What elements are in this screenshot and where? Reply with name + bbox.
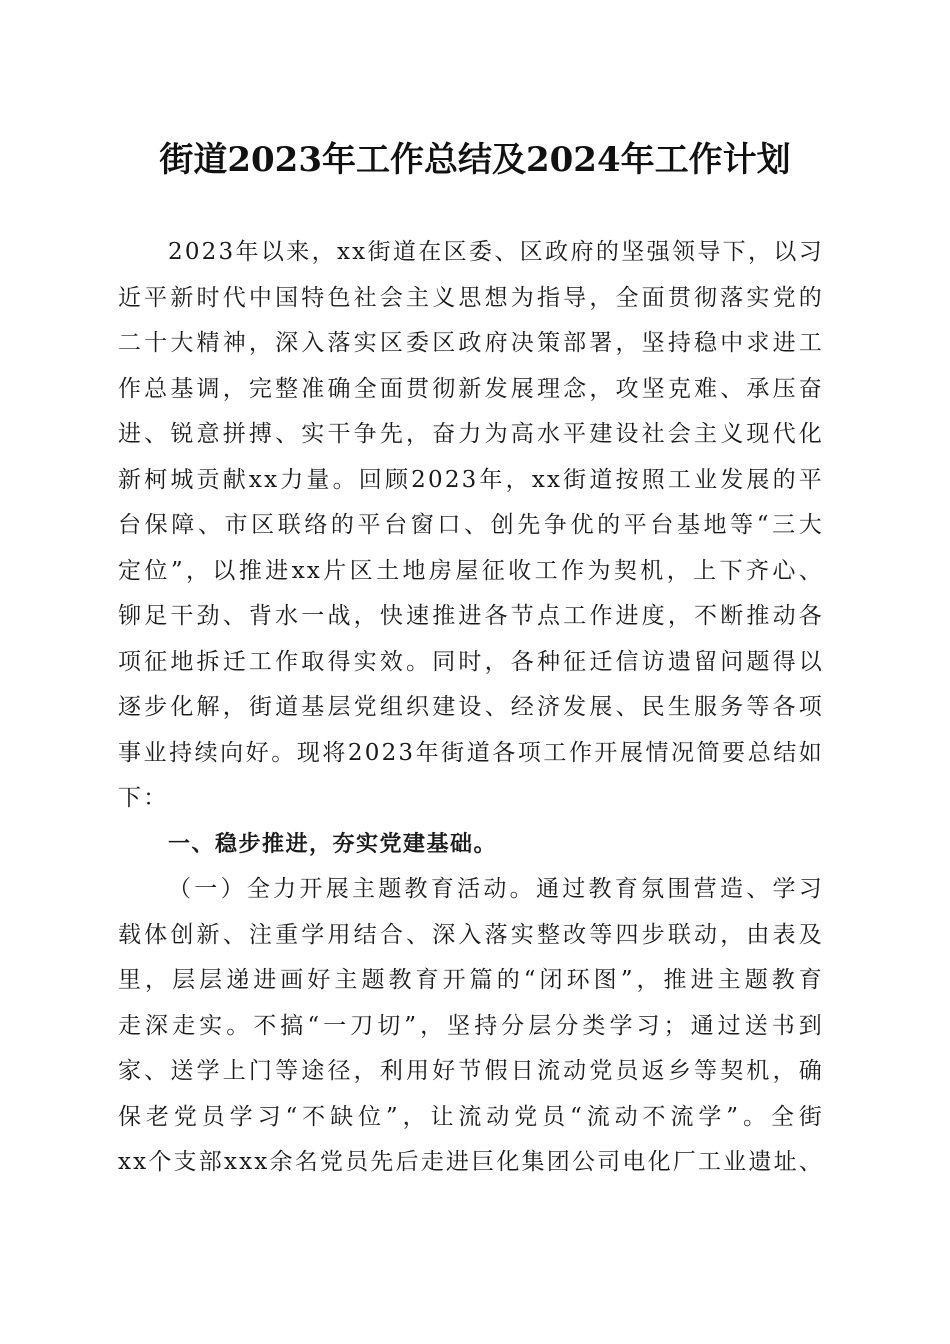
intro-line: 事业持续向好。现将2023年街道各项工作开展情况简要总结如 xyxy=(118,739,824,766)
intro-line: 新柯城贡献xx力量。回顾2023年，xx街道按照工业发展的平 xyxy=(118,466,824,493)
intro-line: 台保障、市区联络的平台窗口、创先争优的平台基地等“三大 xyxy=(118,512,824,538)
document-body xyxy=(118,230,824,1186)
intro-line: 下： xyxy=(118,785,169,811)
intro-line: 定位”，以推进xx片区土地房屋征收工作为契机，上下齐心、 xyxy=(118,557,824,584)
intro-line: 进、锐意拼搏、实干争先，奋力为高水平建设社会主义现代化 xyxy=(118,421,824,447)
section-line: （一）全力开展主题教育活动。通过教育氛围营造、学习 xyxy=(168,876,824,902)
section-line: xx个支部xxx余名党员先后走进巨化集团公司电化厂工业遗址、 xyxy=(118,1149,824,1175)
document-title: 街道2023年工作总结及2024年工作计划 xyxy=(159,140,791,180)
intro-line: 项征地拆迁工作取得实效。同时，各种征迁信访遗留问题得以 xyxy=(118,648,824,675)
section-line: 家、送学上门等途径，利用好节假日流动党员返乡等契机，确 xyxy=(118,1058,824,1084)
intro-line: 二十大精神，深入落实区委区政府决策部署，坚持稳中求进工 xyxy=(118,330,824,356)
section-line: 里，层层递进画好主题教育开篇的“闭环图”，推进主题教育 xyxy=(118,967,824,993)
section-line: 载体创新、注重学用结合、深入落实整改等四步联动，由表及 xyxy=(118,921,824,948)
intro-line: 2023年以来，xx街道在区委、区政府的坚强领导下，以习 xyxy=(168,239,824,265)
section-line: 保老党员学习“不缺位”，让流动党员“流动不流学”。全街 xyxy=(118,1103,824,1130)
section-heading: 一、稳步推进，夯实党建基础。 xyxy=(168,831,498,857)
intro-line: 作总基调，完整准确全面贯彻新发展理念，攻坚克难、承压奋 xyxy=(118,375,824,402)
intro-line: 近平新时代中国特色社会主义思想为指导，全面贯彻落实党的 xyxy=(118,284,824,311)
intro-line: 逐步化解，街道基层党组织建设、经济发展、民生服务等各项 xyxy=(118,694,824,720)
intro-line: 铆足干劲、背水一战，快速推进各节点工作进度，不断推动各 xyxy=(118,603,824,629)
section-line: 走深走实。不搞“一刀切”，坚持分层分类学习；通过送书到 xyxy=(118,1012,824,1039)
